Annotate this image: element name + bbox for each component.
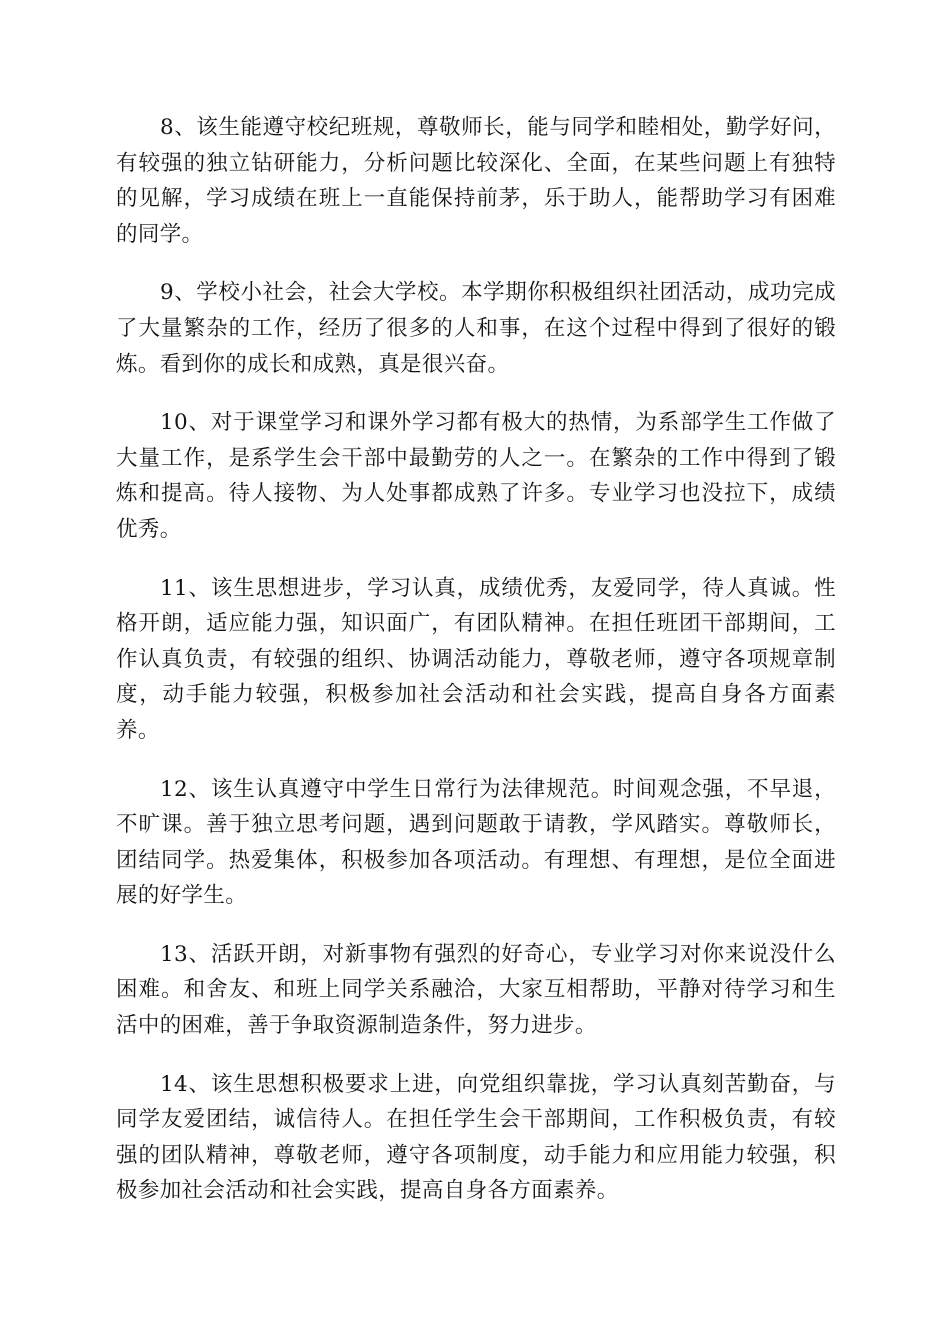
comment-paragraph-14: 14、该生思想积极要求上进，向党组织靠拢，学习认真刻苦勤奋，与同学友爱团结，诚信待人。在担任学生会干部期间，工作积极负责，有较强的团队精神，尊敬老师，遵守各项制度，动手能力和应用能力较强，积极参加社会活动和社会实践，提高自身各方面素养。 xyxy=(116,1071,836,1204)
comment-paragraph-11: 11、该生思想进步，学习认真，成绩优秀，友爱同学，待人真诚。性格开朗，适应能力强，知识面广，有团队精神。在担任班团干部期间，工作认真负责，有较强的组织、协调活动能力，尊敬老师，遵守各项规章制度，动手能力较强，积极参加社会活动和社会实践，提高自身各方面素养。 xyxy=(116,575,836,743)
comment-paragraph-12: 12、该生认真遵守中学生日常行为法律规范。时间观念强，不早退，不旷课。善于独立思考问题，遇到问题敢于请教，学风踏实。尊敬师长，团结同学。热爱集体，积极参加各项活动。有理想、有理想，是位全面进展的好学生。 xyxy=(116,776,836,909)
document-body xyxy=(116,110,836,1232)
comment-paragraph-8: 8、该生能遵守校纪班规，尊敬师长，能与同学和睦相处，勤学好问，有较强的独立钻研能力，分析问题比较深化、全面，在某些问题上有独特的见解，学习成绩在班上一直能保持前茅，乐于助人，能帮助学习有困难的同学。 xyxy=(116,115,836,247)
comment-paragraph-13: 13、活跃开朗，对新事物有强烈的好奇心，专业学习对你来说没什么困难。和舍友、和班上同学关系融洽，大家互相帮助，平静对待学习和生活中的困难，善于争取资源制造条件，努力进步。 xyxy=(116,941,836,1039)
comment-paragraph-9: 9、学校小社会，社会大学校。本学期你积极组织社团活动，成功完成了大量繁杂的工作，经历了很多的人和事，在这个过程中得到了很好的锻炼。看到你的成长和成熟，真是很兴奋。 xyxy=(116,280,836,377)
comment-paragraph-10: 10、对于课堂学习和课外学习都有极大的热情，为系部学生工作做了大量工作，是系学生会干部中最勤劳的人之一。在繁杂的工作中得到了锻炼和提高。待人接物、为人处事都成熟了许多。专业学习也没拉下，成绩优秀。 xyxy=(116,410,836,542)
